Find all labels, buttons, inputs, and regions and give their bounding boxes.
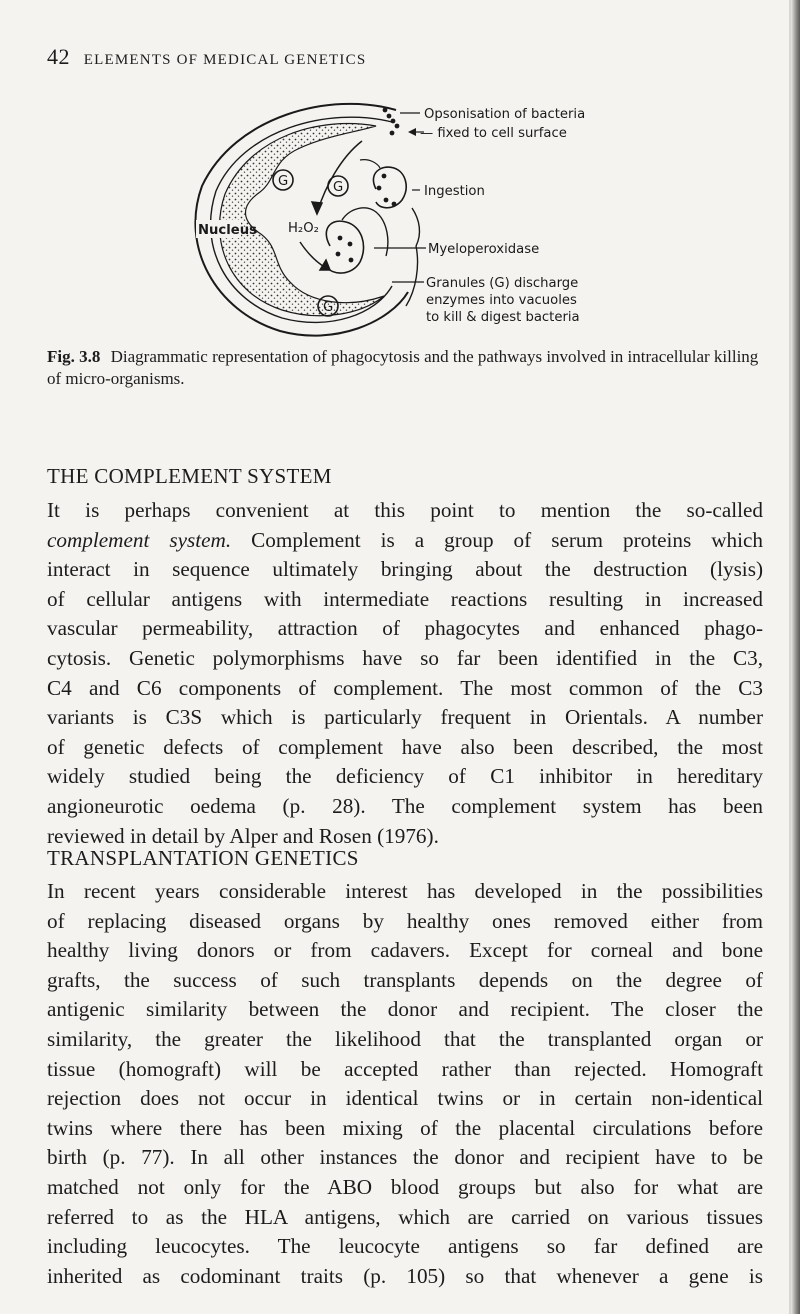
italic-term: complement system. [47, 527, 232, 552]
svg-text:G: G [278, 174, 289, 189]
figure-caption [47, 346, 762, 390]
text-line: widely studied being the deficiency of C1 inhibitor in hereditary [47, 764, 763, 789]
text-line: of cellular antigens with intermediate reactions resulting in increased [47, 586, 763, 611]
paragraph-transplantation [47, 877, 763, 1291]
text-line: In recent years considerable interest has developed in the possibilities [47, 879, 763, 903]
text-line: birth (p. 77). In all other instances the donor and recipient have to be [47, 1145, 763, 1170]
page-scan-edge [791, 0, 800, 1314]
h2o2-label: H₂O₂ [288, 221, 319, 236]
bacteria-surface [383, 108, 400, 136]
page-number: 42 [47, 44, 70, 69]
text-line: twins where there has been mixing of the placental circulations before [47, 1115, 763, 1140]
svg-text:G: G [323, 300, 334, 315]
phagocytosis-diagram [180, 96, 600, 338]
figure-caption-text: Diagrammatic representation of phagocytosis and the pathways involved in intracellular killing of micro-organisms. [47, 347, 759, 388]
ingestion-label: Ingestion [424, 184, 485, 199]
granule-marker-1 [273, 170, 293, 190]
phagocytosis-figure [180, 96, 600, 338]
text-line: grafts, the success of such transplants depends on the degree of [47, 967, 763, 992]
granules-label-3: to kill & digest bacteria [426, 310, 580, 325]
text-line: variants is C3S which is particularly frequent in Orientals. A number [47, 705, 763, 730]
text-line: interact in sequence ultimately bringing about the destruction (lysis) [47, 557, 763, 582]
text-line: matched not only for the ABO blood groups but also for what are [47, 1174, 763, 1199]
text-line: similarity, the greater the likelihood that the transplanted organ or [47, 1026, 763, 1051]
text-line: of genetic defects of complement have also been described, the most [47, 734, 763, 759]
svg-text:G: G [333, 180, 344, 195]
text-line: referred to as the HLA antigens, which are carried on various tissues [47, 1204, 763, 1229]
text-line: reviewed in detail by Alper and Rosen (1976). [47, 823, 439, 848]
text-line: tissue (homograft) will be accepted rather than rejected. Homograft [47, 1056, 763, 1081]
page-scan-edge-highlight [789, 0, 791, 1314]
paragraph-complement [47, 496, 763, 851]
section-heading-transplantation: TRANSPLANTATION GENETICS [47, 846, 359, 870]
granules-label-2: enzymes into vacuoles [426, 293, 577, 308]
running-title: ELEMENTS OF MEDICAL GENETICS [83, 52, 367, 68]
text-segment: Complement is a group of serum proteins which [231, 527, 764, 552]
myeloperoxidase-label: Myeloperoxidase [428, 242, 540, 257]
label-leader-lines [374, 113, 426, 282]
text-line: healthy living donors or from cadavers. Except for corneal and bone [47, 938, 763, 963]
section-heading-complement: THE COMPLEMENT SYSTEM [47, 464, 332, 488]
text-line: C4 and C6 components of complement. The most common of the C3 [47, 675, 763, 700]
nucleus-label: Nucleus [198, 223, 257, 238]
text-line: It is perhaps convenient at this point to mention the so-called [47, 498, 763, 522]
text-line: including leucocytes. The leucocyte antigens so far defined are [47, 1234, 763, 1259]
text-line: of replacing diseased organs by healthy ones removed either from [47, 908, 763, 933]
phagocytic-vacuole [326, 208, 388, 273]
running-head [47, 44, 366, 70]
opsonisation-label-1: Opsonisation of bacteria [424, 107, 586, 122]
opsonisation-label-2: — fixed to cell surface [420, 126, 567, 141]
ingestion-vacuole [360, 160, 406, 208]
text-line: vascular permeability, attraction of phagocytes and enhanced phago- [47, 616, 763, 641]
text-line: antigenic similarity between the donor and recipient. The closer the [47, 997, 763, 1022]
text-line: inherited as codominant traits (p. 105) so that whenever a gene is [47, 1263, 763, 1288]
granules-label-1: Granules (G) discharge [426, 276, 579, 291]
text-line-mixed [47, 526, 763, 556]
text-line: angioneurotic oedema (p. 28). The complement system has been [47, 793, 763, 818]
figure-caption-label: Fig. 3.8 [47, 347, 101, 366]
h2o2-arrows [300, 141, 362, 270]
pseudopod-lines [406, 208, 419, 306]
text-line: rejection does not occur in identical twins or in certain non-identical [47, 1086, 763, 1111]
text-line: cytosis. Genetic polymorphisms have so far been identified in the C3, [47, 645, 763, 670]
